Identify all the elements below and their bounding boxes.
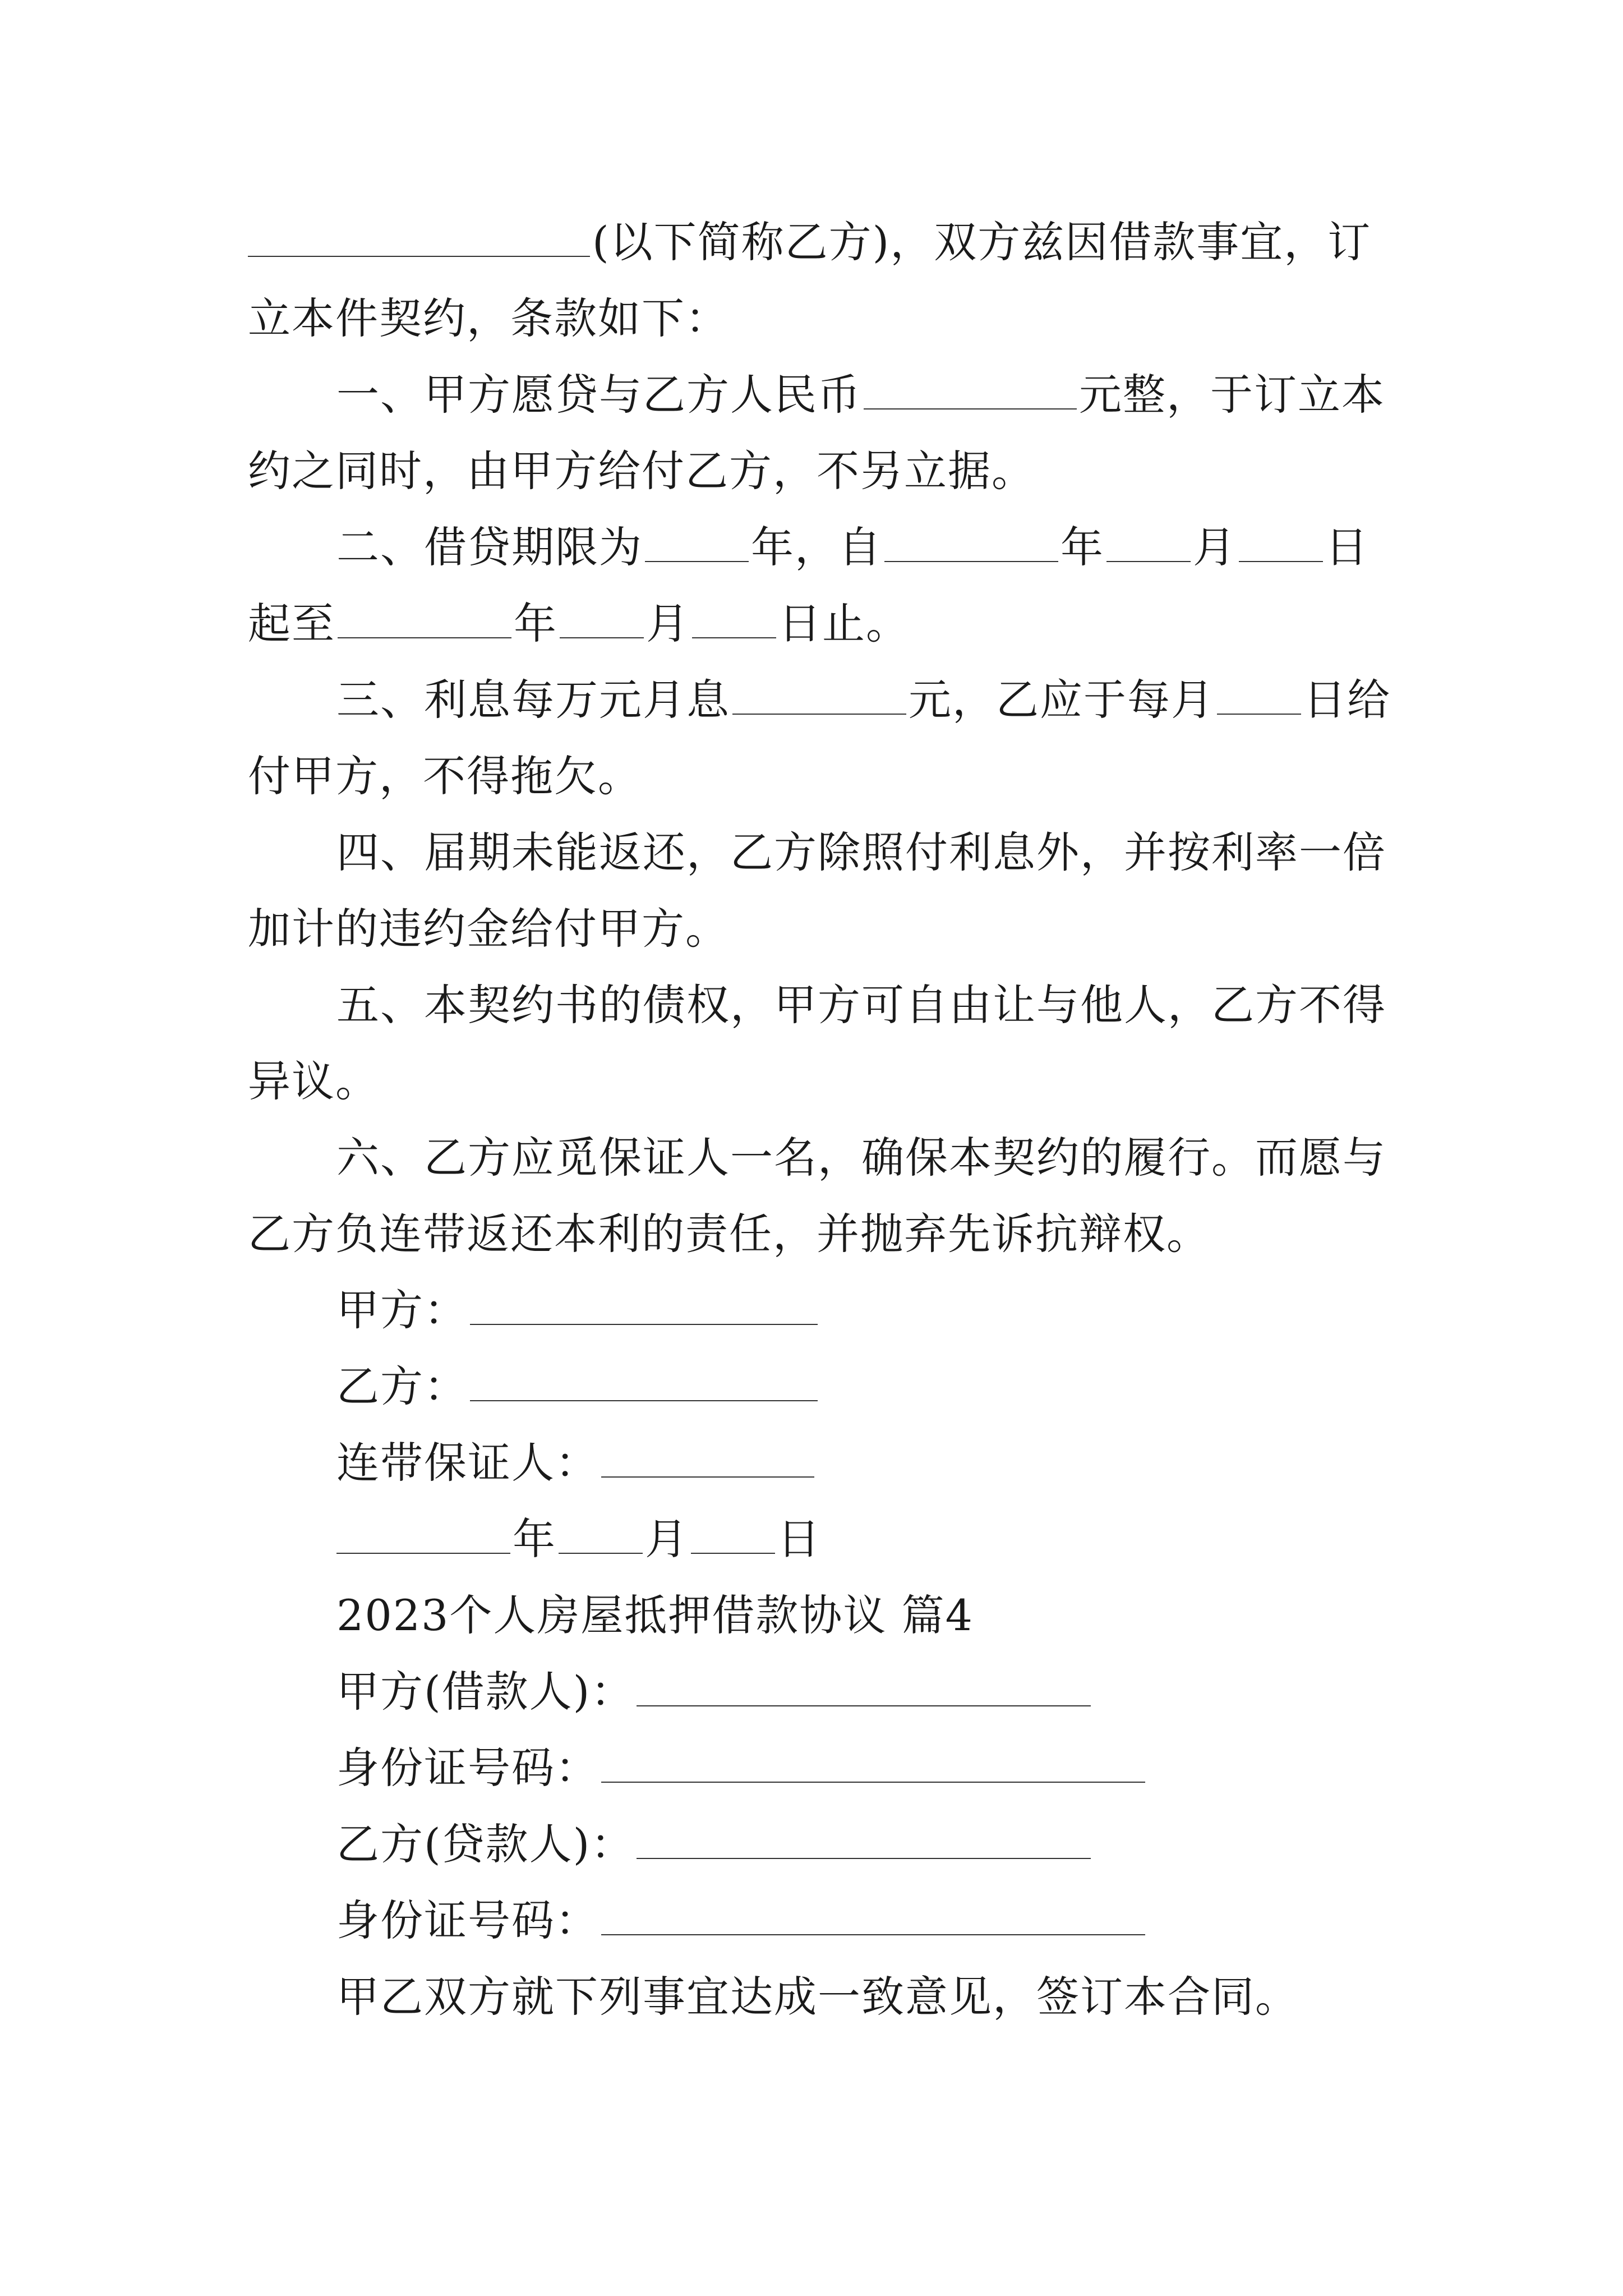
line-text: 年 [513,1514,556,1564]
line-text: 二、借贷期限为 [336,522,643,572]
line-text: 约之同时，由甲方给付乙方，不另立据。 [248,446,1035,496]
line-text: 元，乙应于每月 [909,675,1215,725]
blank-field [637,1819,1091,1859]
blank-field [884,522,1058,562]
signature-line-party-b [336,1359,820,1415]
text-line [248,443,1035,499]
blank-field [732,674,906,715]
line-text: 月 [646,599,690,648]
signature-line-party-a [336,1282,820,1338]
text-line [336,1969,1299,2025]
line-label: 身份证号码： [336,1743,599,1793]
text-line [248,214,1371,270]
line-text: 加计的违约金给付甲方。 [248,904,729,954]
line-label: 甲方(借款人)： [336,1667,635,1717]
line-text: 日给 [1303,675,1391,725]
line-text: 年 [514,599,557,648]
line-text: 甲乙双方就下列事宜达成一致意见，签订本合同。 [336,1972,1299,2022]
blank-field [637,1666,1091,1706]
line-text: 五、本契约书的债权，甲方可自由让与他人，乙方不得 [336,980,1386,1030]
section-heading [336,1588,974,1644]
signature-line-guarantor [336,1435,817,1491]
line-text: 四、届期未能返还，乙方除照付利息外，并按利率一倍 [336,827,1386,877]
line-text: 日 [777,1514,821,1564]
text-line [248,901,729,957]
blank-field [248,217,590,257]
blank-field [601,1742,1145,1783]
line-text: 三、利息每万元月息 [336,675,730,725]
lender-line [336,1816,1093,1872]
heading-text: 2023个人房屋抵押借款协议 篇4 [336,1590,974,1640]
blank-field [864,369,1077,409]
blank-field [336,1513,510,1554]
blank-field [338,598,511,638]
blank-field [559,1513,643,1554]
line-label: 身份证号码： [336,1895,599,1945]
line-text: 日止。 [778,599,910,648]
line-text: 异议。 [248,1056,379,1106]
line-text: 月 [1193,522,1237,572]
blank-field [691,1513,775,1554]
blank-field [560,598,644,638]
line-label: 甲方： [336,1285,468,1335]
line-text: 元整，于订立本 [1079,370,1385,420]
blank-field [1239,522,1323,562]
id-number-line [336,1893,1147,1949]
text-line [336,1130,1386,1186]
line-text: 立本件契约，条款如下： [248,293,729,343]
line-text: 年，自 [751,522,882,572]
date-line [336,1511,821,1567]
blank-field [601,1437,814,1478]
line-text: 年 [1061,522,1104,572]
text-line [336,825,1386,881]
line-text: 乙方负连带返还本利的责任，并抛弃先诉抗辩权。 [248,1209,1210,1259]
text-line [248,1053,379,1110]
borrower-line [336,1664,1093,1720]
text-line [336,672,1391,728]
line-text: 付甲方，不得拖欠。 [248,751,642,801]
text-line [248,291,729,347]
line-text: 日 [1325,522,1369,572]
line-label: 乙方： [336,1361,468,1411]
line-text: (以下简称乙方)，双方兹因借款事宜，订 [592,217,1372,267]
blank-field [470,1361,818,1401]
text-line [336,977,1386,1033]
blank-field [1217,674,1301,715]
line-label: 乙方(贷款人)： [336,1819,635,1869]
text-line [248,596,910,652]
text-line [248,1206,1210,1262]
line-text: 一、甲方愿贷与乙方人民币 [336,370,861,420]
text-line [336,519,1369,576]
blank-field [1106,522,1191,562]
line-label: 连带保证人： [336,1438,599,1488]
blank-field [470,1285,818,1325]
text-line [336,367,1385,423]
line-text: 月 [645,1514,689,1564]
blank-field [601,1895,1145,1935]
blank-field [692,598,776,638]
blank-field [645,522,749,562]
line-text: 六、乙方应觅保证人一名，确保本契约的履行。而愿与 [336,1133,1386,1182]
text-line [248,748,642,804]
line-text: 起至 [248,599,335,648]
id-number-line [336,1740,1147,1796]
